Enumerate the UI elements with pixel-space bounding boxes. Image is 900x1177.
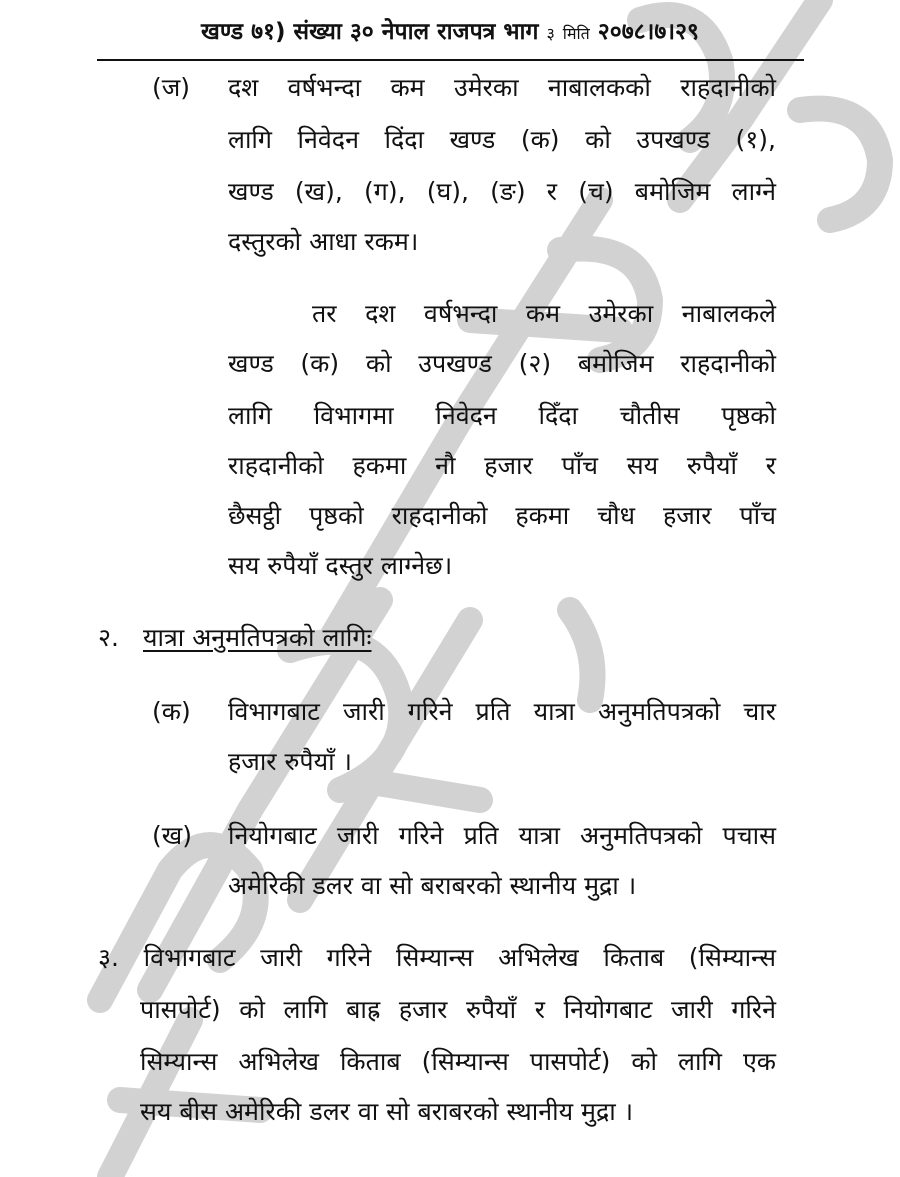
clause-ja-line-2: लागि निवेदन दिंदा खण्ड (क) को उपखण्ड (१),: [228, 125, 776, 154]
clause-kha-label: (ख): [152, 821, 192, 850]
gazette-header: [95, 14, 805, 50]
section-3-line-4: सय बीस अमेरिकी डलर वा सो बराबरको स्थानीय मुद्रा ।: [140, 1097, 634, 1126]
proviso-line-6: सय रुपैयाँ दस्तुर लाग्नेछ।: [228, 551, 453, 580]
header-date-label: मिति: [562, 24, 590, 43]
clause-kha-line-1: नियोगबाट जारी गरिने प्रति यात्रा अनुमतिपत्रको पचास: [228, 821, 776, 850]
proviso-line-4: राहदानीको हकमा नौ हजार पाँच सय रुपैयाँ र: [228, 451, 776, 480]
header-date: २०७८।७।२९: [597, 19, 699, 45]
proviso-line-1: तर दश वर्षभन्दा कम उमेरका नाबालकले: [312, 299, 776, 328]
proviso-line-5: छैसट्ठी पृष्ठको राहदानीको हकमा चौध हजार पाँच: [228, 501, 776, 530]
header-part-number: ३: [546, 24, 555, 43]
header-divider: [97, 59, 804, 61]
header-issue-info: खण्ड ७१) संख्या ३० नेपाल राजपत्र भाग: [201, 19, 539, 45]
section-2-number: २.: [98, 623, 119, 652]
clause-ja-line-1: दश वर्षभन्दा कम उमेरका नाबालकको राहदानीको: [228, 73, 776, 102]
clause-ja-label: (ज): [152, 73, 191, 102]
clause-ka-line-1: विभागबाट जारी गरिने प्रति यात्रा अनुमतिपत्रको चार: [228, 697, 776, 726]
proviso-line-3: लागि विभागमा निवेदन दिँदा चौतीस पृष्ठको: [228, 401, 776, 430]
section-3-line-2: पासपोर्ट) को लागि बाह्र हजार रुपैयाँ र नियोगबाट जारी गरिने: [140, 995, 776, 1024]
section-2-title: यात्रा अनुमतिपत्रको लागिः: [143, 623, 372, 652]
clause-ka-line-2: हजार रुपैयाँ ।: [228, 747, 353, 776]
clause-ka-label: (क): [152, 697, 191, 726]
section-3-line-1: ३. विभागबाट जारी गरिने सिम्यान्स अभिलेख किताब (सिम्यान्स: [98, 943, 776, 972]
clause-ja-line-4: दस्तुरको आधा रकम।: [228, 227, 419, 256]
section-3-line-3: सिम्यान्स अभिलेख किताब (सिम्यान्स पासपोर्ट) को लागि एक: [140, 1047, 776, 1076]
clause-kha-line-2: अमेरिकी डलर वा सो बराबरको स्थानीय मुद्रा ।: [228, 871, 637, 900]
clause-ja-line-3: खण्ड (ख), (ग), (घ), (ङ) र (च) बमोजिम लाग्ने: [228, 177, 776, 206]
proviso-line-2: खण्ड (क) को उपखण्ड (२) बमोजिम राहदानीको: [228, 349, 776, 378]
